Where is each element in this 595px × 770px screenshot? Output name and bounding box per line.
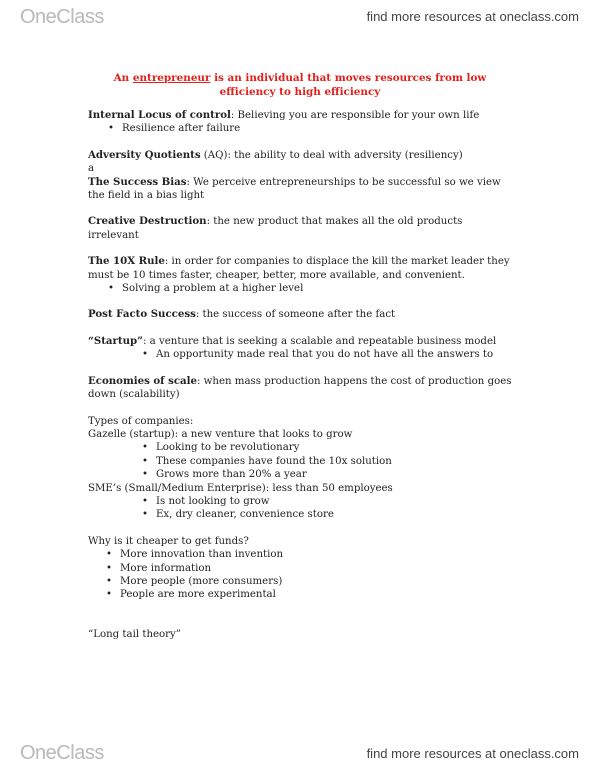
logo-text: OneClass — [20, 6, 104, 28]
tenx-rule-definition: The 10X Rule: in order for companies to displace the kill the market leader they must be 10 times faster, cheaper, better, more available, and convenient. — [88, 255, 510, 281]
oneclass-logo[interactable] — [20, 6, 104, 29]
aq-extra: a — [88, 163, 95, 175]
types-heading: Types of companies: — [88, 415, 194, 427]
list-item: • An opportunity made real that you do not have all the answers to — [156, 348, 512, 361]
list-item: • More people (more consumers) — [120, 575, 512, 588]
page-footer — [0, 738, 595, 770]
success-bias-definition: The Success Bias: We perceive entrepreneurships to be successful so we view the field in a bias light — [88, 175, 501, 202]
list-item: • Resilience after failure — [122, 122, 512, 135]
list-item: • More innovation than invention — [120, 548, 512, 561]
page-header — [0, 0, 595, 32]
creative-destruction-definition: Creative Destruction: the new product that makes all the old products irrelevant — [88, 215, 463, 241]
header-tagline[interactable]: find more resources at oneclass.com — [366, 9, 579, 24]
funds-question: Why is it cheaper to get funds? — [88, 535, 249, 547]
list-item: • Looking to be revolutionary — [156, 441, 512, 454]
aq-definition: Adversity Quotients (AQ): the ability to deal with adversity (resiliency) — [88, 148, 463, 161]
sme-definition: SME’s (Small/Medium Enterprise): less than 50 employees — [88, 482, 393, 494]
list-item: • Grows more than 20% a year — [156, 468, 512, 481]
startup-definition: “Startup”: a venture that is seeking a scalable and repeatable business model — [88, 334, 497, 347]
document-title: An entrepreneur is an individual that moves resources from low efficiency to high efficiency — [113, 72, 487, 98]
list-item: • Solving a problem at a higher level — [122, 282, 512, 295]
entrepreneur-term: entrepreneur — [132, 72, 211, 84]
oneclass-logo[interactable] — [20, 742, 104, 765]
locus-definition: Internal Locus of control: Believing you are responsible for your own life — [88, 109, 480, 121]
list-item: • These companies have found the 10x solution — [156, 455, 512, 468]
document-body — [88, 71, 512, 641]
list-item: • People are more experimental — [120, 588, 512, 601]
list-item: • Ex, dry cleaner, convenience store — [156, 508, 512, 521]
gazelle-definition: Gazelle (startup): a new venture that looks to grow — [88, 428, 353, 440]
logo-text: OneClass — [20, 742, 104, 764]
footer-tagline[interactable]: find more resources at oneclass.com — [366, 746, 579, 761]
long-tail-theory: “Long tail theory” — [88, 628, 182, 640]
economies-of-scale-definition: Economies of scale: when mass production happens the cost of production goes down (scalability) — [88, 374, 512, 401]
list-item: • Is not looking to grow — [156, 495, 512, 508]
list-item: • More information — [120, 562, 512, 575]
post-facto-definition: Post Facto Success: the success of someone after the fact — [88, 308, 396, 321]
